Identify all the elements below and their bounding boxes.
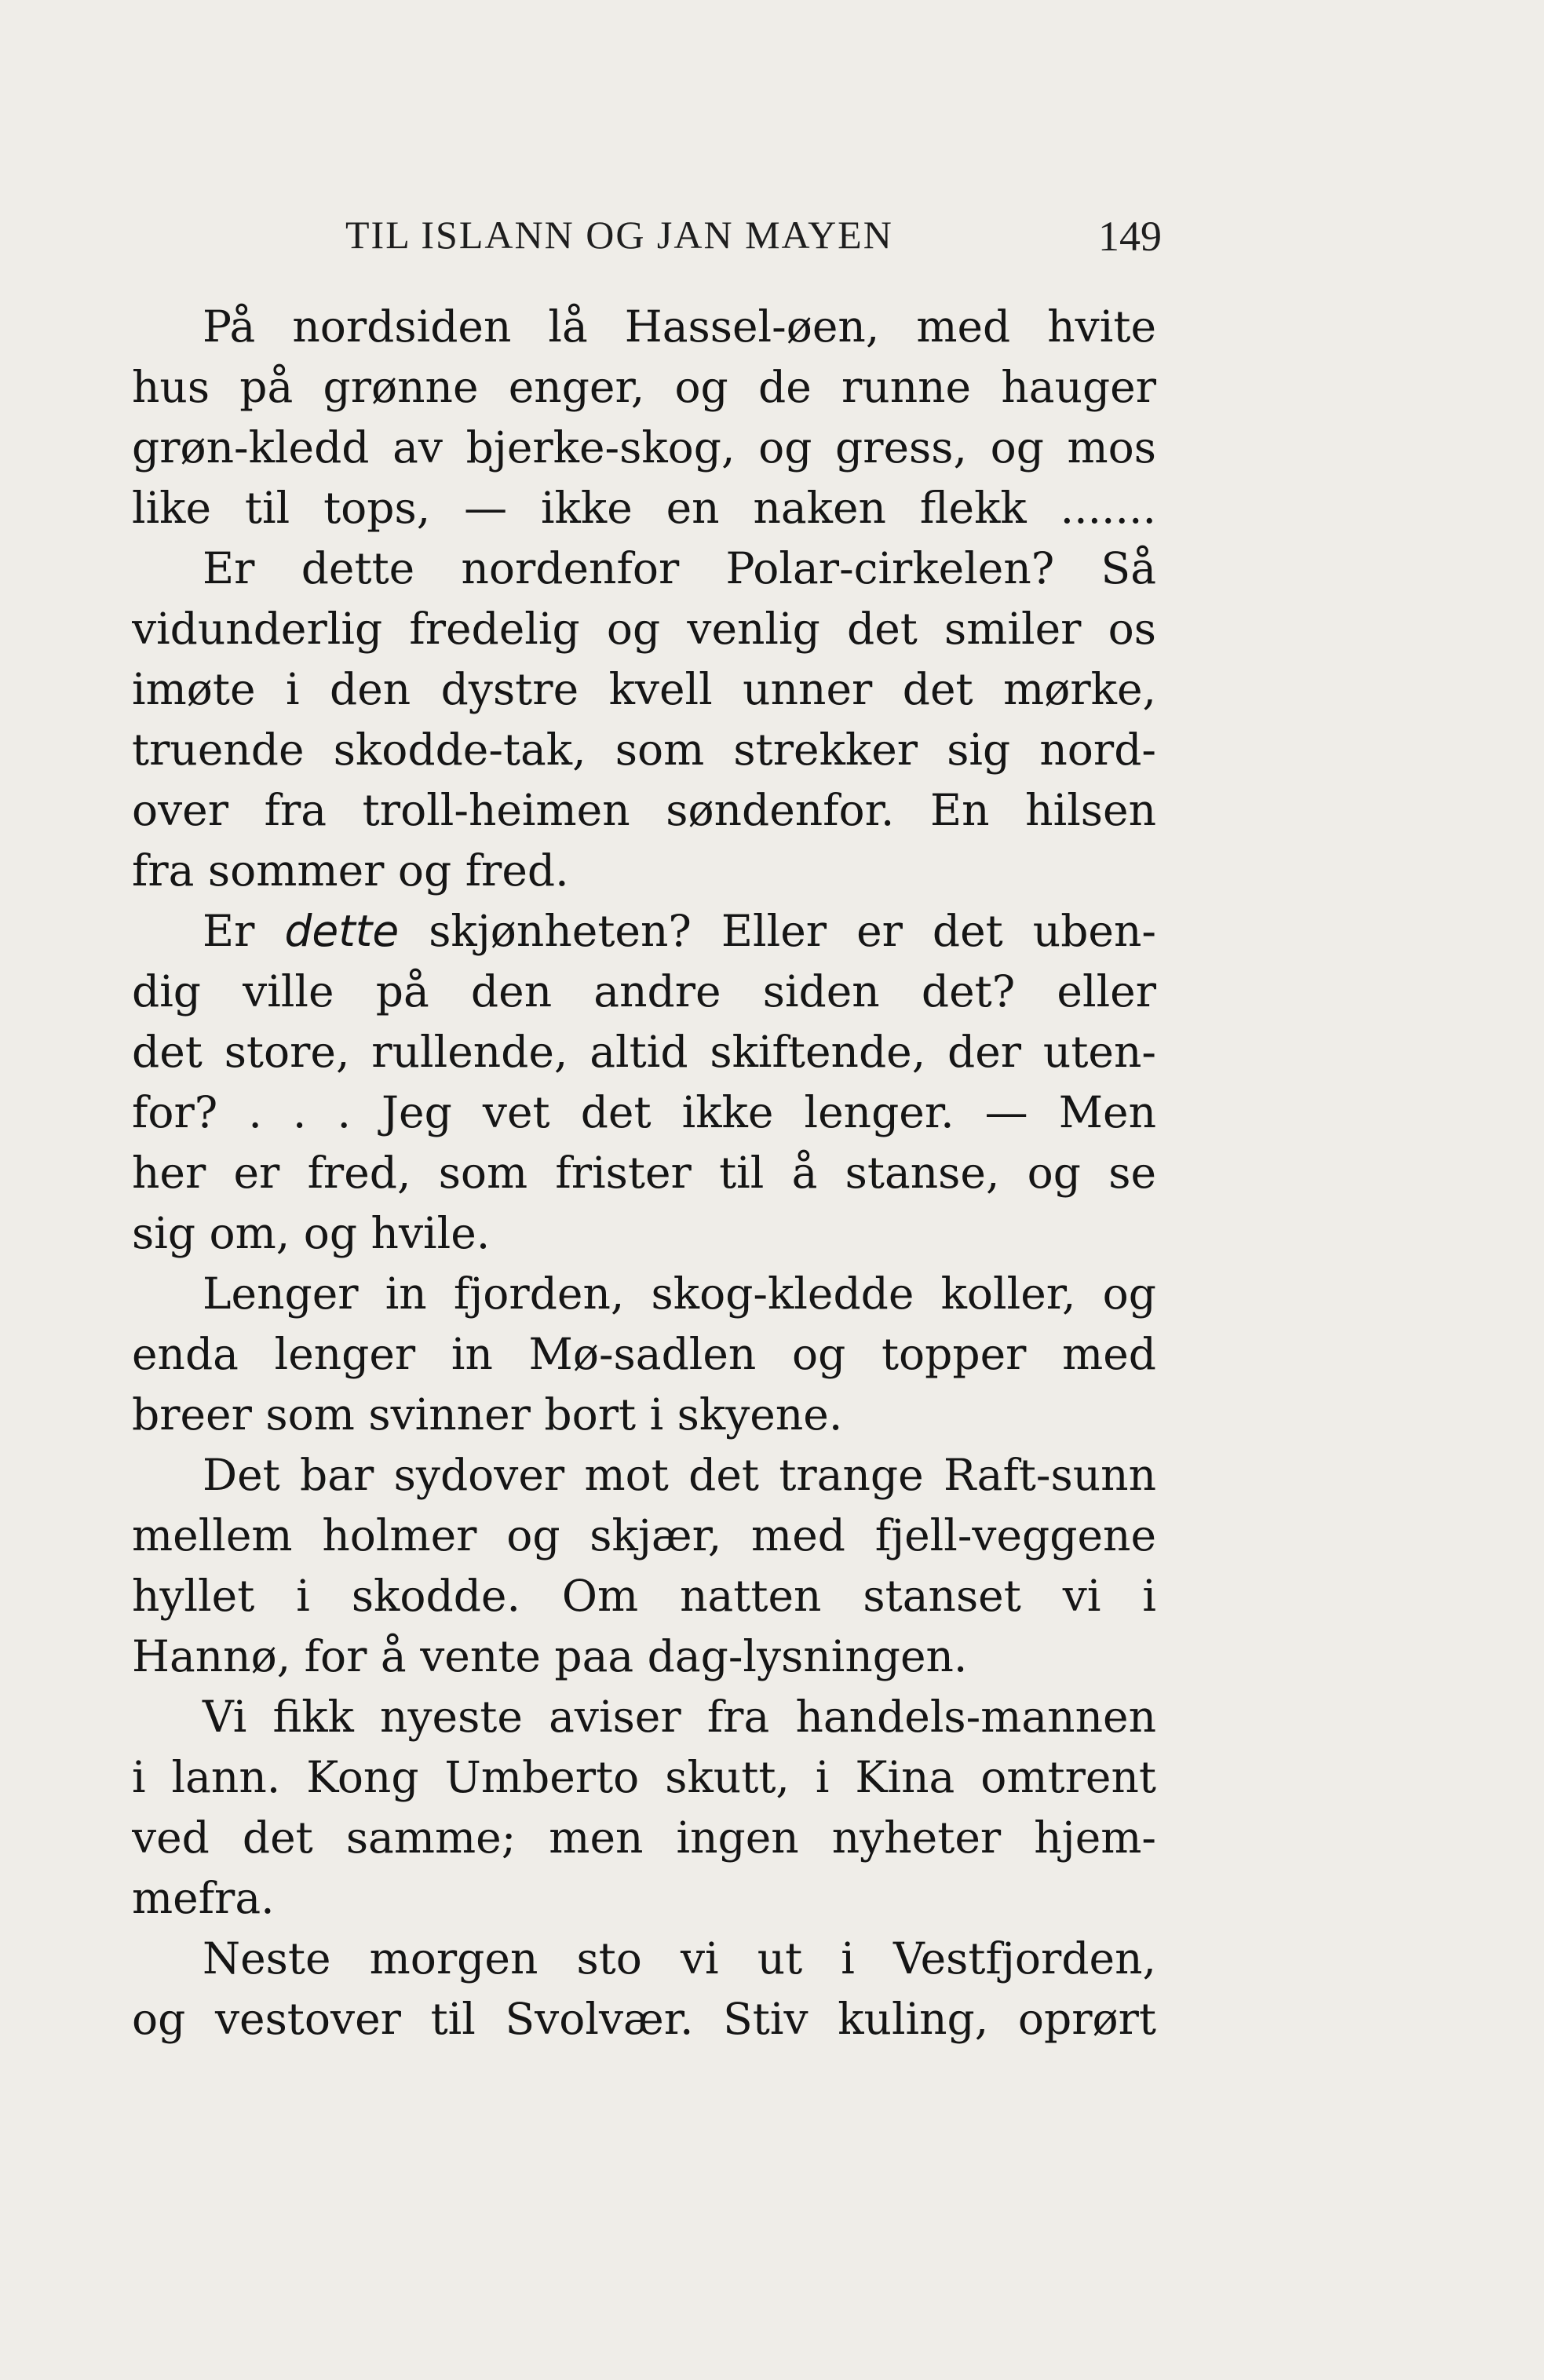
text-line: På nordsiden lå Hassel-øen, med hvite: [203, 301, 1156, 352]
text-line: for? . . . Jeg vet det ikke lenger. — Men: [132, 1087, 1156, 1137]
text-line: Neste morgen sto vi ut i Vestfjorden,: [203, 1933, 1156, 1984]
text-line: grøn-kledd av bjerke-skog, og gress, og mos: [132, 422, 1156, 473]
page-number: 149: [1098, 213, 1162, 260]
text-line: truende skodde-tak, som strekker sig nord-: [132, 725, 1156, 775]
text-line: Er dette nordenfor Polar-cirkelen? Så: [203, 543, 1156, 593]
emphasis-word: dette: [284, 906, 400, 956]
text-line: over fra troll-heimen søndenfor. En hilsen: [132, 785, 1156, 835]
text-line: imøte i den dystre kvell unner det mørke,: [132, 664, 1156, 714]
text-line: like til tops, — ikke en naken flekk .......: [132, 483, 1156, 533]
text-line: breer som svinner bort i skyene.: [132, 1389, 843, 1440]
body-text: [132, 297, 1156, 2050]
text-line: sig om, og hvile.: [132, 1208, 491, 1258]
text-line: Det bar sydover mot det trange Raft-sunn: [203, 1450, 1156, 1500]
text-segment: Er: [203, 906, 285, 956]
text-line: vidunderlig fredelig og venlig det smiler os: [132, 604, 1156, 654]
text-line: enda lenger in Mø-sadlen og topper med: [132, 1329, 1156, 1379]
text-line: her er fred, som frister til å stanse, og se: [132, 1148, 1156, 1198]
text-line: og vestover til Svolvær. Stiv kuling, oprørt: [132, 1994, 1156, 2044]
text-line: mellem holmer og skjær, med fjell-veggene: [132, 1510, 1156, 1561]
page-header: [345, 212, 1162, 267]
text-line: Vi fikk nyeste aviser fra handels-mannen: [203, 1692, 1156, 1742]
text-line: ved det samme; men ingen nyheter hjem-: [132, 1812, 1156, 1863]
text-line: i lann. Kong Umberto skutt, i Kina omtrent: [132, 1752, 1156, 1802]
text-segment: skjønheten? Eller er det uben-: [399, 906, 1156, 956]
text-line: fra sommer og fred.: [132, 845, 569, 896]
text-line: mefra.: [132, 1873, 275, 1923]
text-line: hyllet i skodde. Om natten stanset vi i: [132, 1571, 1156, 1621]
text-line: hus på grønne enger, og de runne hauger: [132, 362, 1156, 412]
text-line: Hannø, for å vente paa dag-lysningen.: [132, 1631, 968, 1681]
text-line: [132, 901, 1156, 962]
text-line: Lenger in fjorden, skog-kledde koller, og: [203, 1268, 1156, 1319]
running-head: TIL ISLANN OG JAN MAYEN: [345, 213, 893, 257]
text-line: dig ville på den andre siden det? eller: [132, 966, 1156, 1017]
text-line: det store, rullende, altid skiftende, der uten-: [132, 1027, 1156, 1077]
